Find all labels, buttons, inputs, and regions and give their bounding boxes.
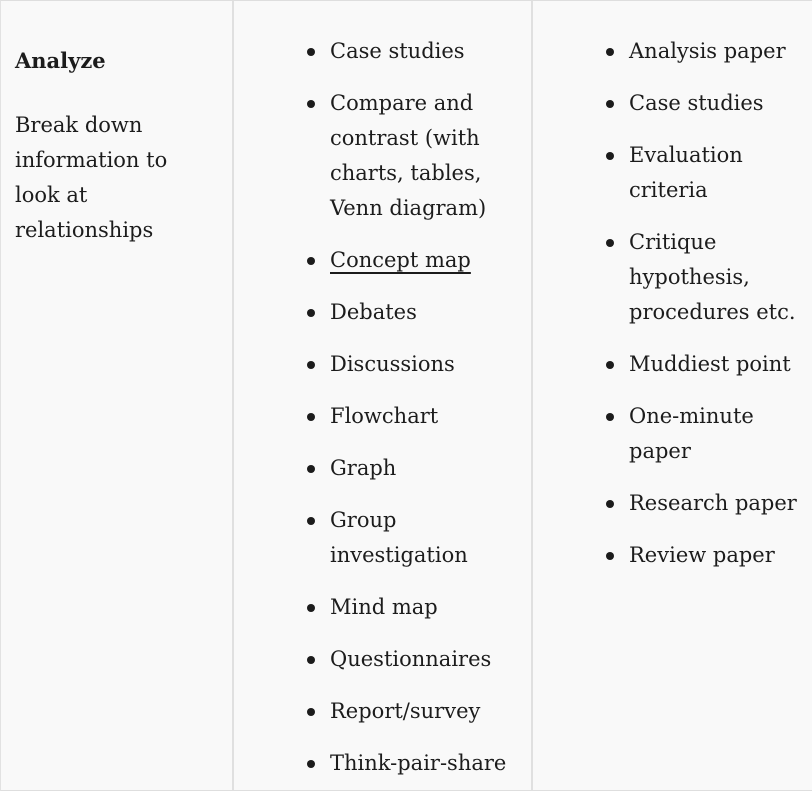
list-item	[234, 590, 526, 625]
list-item	[234, 86, 526, 226]
bullet-icon	[606, 552, 614, 560]
list-item	[234, 399, 526, 434]
list-item	[533, 538, 812, 573]
assessments-list	[533, 34, 812, 590]
bullet-icon	[307, 361, 315, 369]
bullet-icon	[606, 152, 614, 160]
bullet-icon	[307, 309, 315, 317]
list-item	[533, 138, 812, 208]
list-item	[234, 503, 526, 573]
bullet-icon	[307, 760, 315, 768]
assessment-text: Evaluation criteria	[629, 143, 743, 202]
assessment-text: One-minute paper	[629, 404, 754, 463]
level-cell	[1, 1, 232, 790]
activity-text: Discussions	[330, 352, 455, 376]
bullet-icon	[307, 257, 315, 265]
assessment-text: Research paper	[629, 491, 797, 515]
activity-text: Flowchart	[330, 404, 439, 428]
level-heading: Analyze	[15, 48, 106, 73]
list-item	[234, 642, 526, 677]
activities-list	[234, 34, 526, 798]
list-item	[533, 225, 812, 330]
activity-text: Case studies	[330, 39, 465, 63]
assessment-text: Case studies	[629, 91, 764, 115]
bullet-icon	[307, 708, 315, 716]
bullet-icon	[307, 100, 315, 108]
bullet-icon	[606, 239, 614, 247]
level-description: Break down information to look at relationships	[15, 113, 168, 242]
list-item	[234, 746, 526, 781]
activity-text: Think-pair-share	[330, 751, 507, 775]
assessments-cell	[531, 1, 812, 790]
bullet-icon	[307, 517, 315, 525]
bullet-icon	[606, 413, 614, 421]
assessment-text: Analysis paper	[629, 39, 786, 63]
bullet-icon	[606, 48, 614, 56]
list-item	[533, 86, 812, 121]
list-item	[234, 243, 526, 278]
activity-text: Graph	[330, 456, 397, 480]
bullet-icon	[606, 361, 614, 369]
list-item	[533, 347, 812, 382]
activity-text: Debates	[330, 300, 417, 324]
list-item	[234, 451, 526, 486]
list-item	[234, 295, 526, 330]
bullet-icon	[606, 500, 614, 508]
assessment-text: Review paper	[629, 543, 775, 567]
list-item	[533, 34, 812, 69]
list-item	[234, 694, 526, 729]
activity-text: Compare and contrast (with charts, tables, Venn diagram)	[330, 91, 487, 220]
assessment-text: Critique hypothesis, procedures etc.	[629, 230, 796, 324]
activities-cell	[232, 1, 532, 790]
activity-text: Questionnaires	[330, 647, 492, 671]
bullet-icon	[307, 604, 315, 612]
bullet-icon	[307, 413, 315, 421]
bullet-icon	[307, 465, 315, 473]
activity-text: Group investigation	[330, 508, 468, 567]
concept-map-link[interactable]: Concept map	[330, 248, 471, 272]
activity-text: Mind map	[330, 595, 438, 619]
assessment-text: Muddiest point	[629, 352, 791, 376]
list-item	[533, 399, 812, 469]
list-item	[234, 347, 526, 382]
bullet-icon	[307, 48, 315, 56]
bullet-icon	[307, 656, 315, 664]
activity-text: Report/survey	[330, 699, 481, 723]
list-item	[234, 34, 526, 69]
list-item	[533, 486, 812, 521]
bullet-icon	[606, 100, 614, 108]
